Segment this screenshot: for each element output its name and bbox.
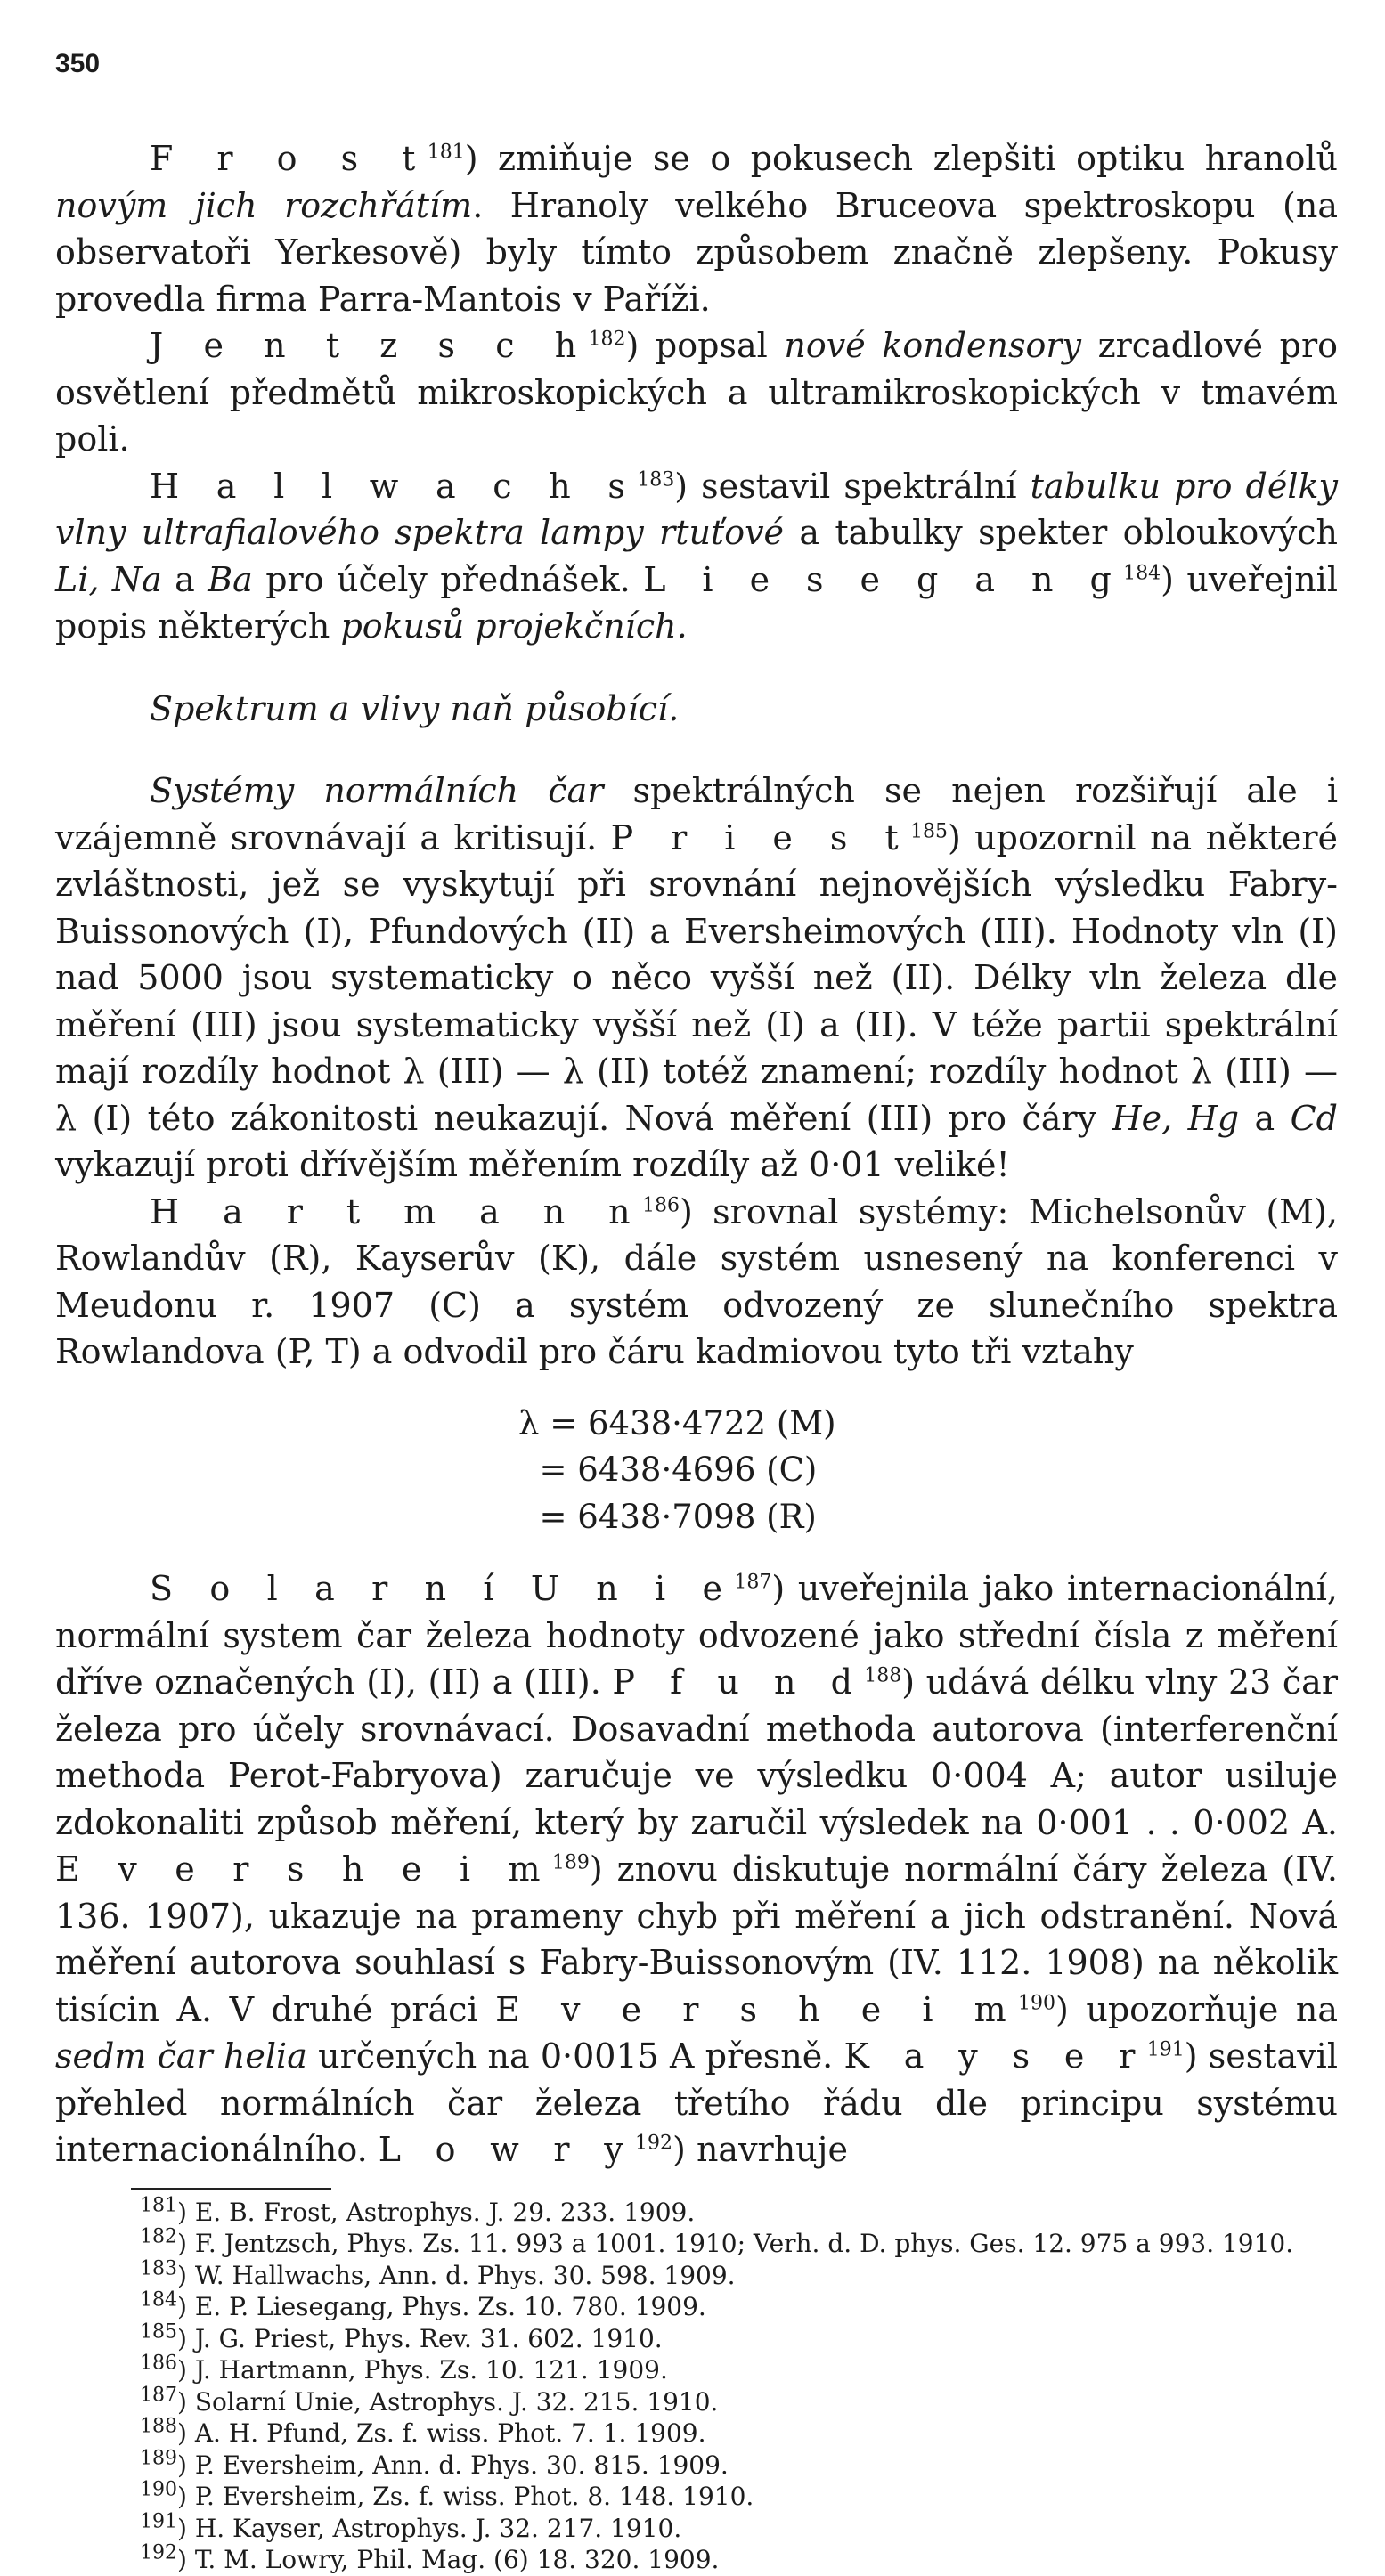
section-heading: Spektrum a vlivy naň působící. <box>150 688 680 728</box>
page-number: 350 <box>55 49 101 78</box>
footnote-number: 190 <box>140 2478 177 2501</box>
footnote <box>55 2320 1338 2355</box>
spacer <box>55 1376 1338 1401</box>
text-run: a <box>1239 1098 1291 1138</box>
text-run: ) sestavil přehled normálních čar železa třetího řádu dle principu systému internacionálního. <box>55 2036 1338 2169</box>
paragraph-hallwachs <box>55 463 1338 650</box>
paragraph-hartmann <box>55 1189 1338 1376</box>
formula-line: λ = 6438·4722 (M) <box>518 1403 836 1442</box>
footnote-number: 183 <box>140 2257 177 2280</box>
text-run: ) navrhuje <box>672 2130 848 2169</box>
author-name: F r o s t <box>150 139 428 178</box>
author-name: S o l a r n í U n i e <box>150 1569 735 1608</box>
author-name: L i e s e g a n g <box>643 559 1124 599</box>
footnote-number: 189 <box>140 2447 177 2470</box>
footnote-ref: 192 <box>635 2132 673 2155</box>
footnote <box>55 2386 1338 2418</box>
footnote-number: 184 <box>140 2288 177 2312</box>
text-run: určených na 0·0015 A přesně. <box>306 2036 844 2076</box>
footnote <box>55 2415 1338 2450</box>
text-run: ) znovu diskutuje normální čáry železa (IV. 136. 1907), ukazuje na prameny chyb při měření a jich odstranění. Nová měření autorova souhlasí s Fabry-Buissonovým (IV. 112. 1908) na několik tisícin A. V druhé práci <box>55 1849 1338 2029</box>
footnote-text: ) P. Eversheim, Ann. d. Phys. 30. 815. 1909. <box>177 2450 729 2480</box>
text-run: vykazují proti dřívějším měřením rozdíly až 0·01 veliké! <box>55 1145 1010 1184</box>
footnote-text: ) H. Kayser, Astrophys. J. 32. 217. 1910. <box>177 2513 682 2543</box>
text-run: spektrálných se nejen rozšiřují ale i vzájemně srovnávají a kritisují. <box>55 771 1338 857</box>
formula-line: = 6438·7098 (R) <box>518 1497 817 1536</box>
page <box>55 49 1338 2576</box>
footnote-ref: 188 <box>864 1664 902 1687</box>
text-run: ) uveřejnil popis některých <box>55 559 1338 646</box>
emphasis: Li, Na <box>55 559 162 599</box>
paragraph-frost <box>55 135 1338 322</box>
emphasis: nové kondensory <box>784 326 1081 365</box>
footnote-text: ) J. Hartmann, Phys. Zs. 10. 121. 1909. <box>177 2355 668 2385</box>
author-name: J e n t z s c h <box>150 326 589 365</box>
footnote-text: ) W. Hallwachs, Ann. d. Phys. 30. 598. 1909. <box>177 2260 736 2290</box>
footnotes <box>55 2194 1338 2576</box>
author-name: K a y s e r <box>843 2036 1147 2076</box>
author-name: L o w r y <box>378 2130 636 2169</box>
author-name: P f u n d <box>612 1662 865 1702</box>
text-run: ) popsal <box>625 326 785 365</box>
footnote-number: 187 <box>140 2384 177 2407</box>
footnote-number: 181 <box>140 2194 177 2217</box>
author-name: E v e r s h e i m <box>55 1849 552 1889</box>
spacer <box>55 1540 1338 1565</box>
paragraph-solar-union <box>55 1565 1338 2174</box>
footnote-number: 182 <box>140 2225 177 2248</box>
emphasis: tabulku pro délky vlny ultrafialového spektra lampy rtuťové <box>55 466 1338 552</box>
footnote <box>55 2225 1338 2260</box>
emphasis: Cd <box>1290 1098 1339 1138</box>
footnote <box>55 2257 1338 2292</box>
footnote <box>55 2478 1338 2513</box>
author-name: H a l l w a c h s <box>150 466 638 506</box>
footnote-ref: 186 <box>641 1193 680 1216</box>
footnote-ref: 183 <box>637 467 675 491</box>
footnote-number: 185 <box>140 2320 177 2344</box>
footnote-ref: 184 <box>1123 561 1161 584</box>
footnote-number: 186 <box>140 2352 177 2375</box>
footnote-number: 192 <box>140 2541 177 2564</box>
footnote-ref: 182 <box>588 328 626 351</box>
footnote-ref: 190 <box>1018 1991 1056 2014</box>
author-name: P r i e s t <box>610 817 910 857</box>
text-run: ) uveřejnila jako internacionální, normální system čar železa hodnoty odvozené jako střední čísla z měření dříve označených (I), (II) a (III). <box>55 1569 1339 1702</box>
footnote-number: 188 <box>140 2415 177 2438</box>
footnote-text: ) A. H. Pfund, Zs. f. wiss. Phot. 7. 1. 1909. <box>177 2418 706 2448</box>
text-run: zrcadlové pro osvětlení předmětů mikroskopických a ultramikroskopických v tmavém poli. <box>55 326 1339 459</box>
emphasis: He, Hg <box>1112 1098 1240 1138</box>
footnote-number: 191 <box>140 2510 177 2533</box>
text-run: ) upozornil na některé zvláštnosti, jež se vyskytují při srovnání nejnovějších výsledku Fabry-Buissonových (I), Pfundových (II) a Eversheimových (III). Hodnoty vln (I) nad 5000 jsou systematicky o něco vyšší než (II). Délky vln železa dle měření (III) jsou systematicky vyšší než (I) a (II). V téže partii spektrální mají rozdíly hodnot λ (III) — λ (II) totéž znamení; rozdíly hodnot λ (III) — λ (I) této zákonitosti neukazují. Nová měření (III) pro čáry <box>55 817 1339 1138</box>
formula-block <box>518 1401 1338 1541</box>
text-run: ) upozorňuje na <box>1055 1989 1338 2029</box>
footnote <box>55 2447 1338 2482</box>
emphasis: sedm čar helia <box>55 2036 307 2076</box>
formula-line: = 6438·4696 (C) <box>518 1451 818 1489</box>
footnote-text: ) J. G. Priest, Phys. Rev. 31. 602. 1910. <box>177 2323 663 2353</box>
paragraph-priest <box>55 768 1338 1189</box>
emphasis: novým jich rozchřátím <box>55 185 473 225</box>
text-run: ) srovnal systémy: Michelsonův (M), Rowlandův (R), Kayserův (K), dále systém usnesený na konferenci v Meudonu r. 1907 (C) a systém odvozený ze slunečního spektra Rowlandova (P, T) a odvodil pro čáru kadmiovou tyto tři vztahy <box>55 1191 1338 1371</box>
footnote-ref: 181 <box>427 141 465 164</box>
footnote <box>55 2194 1338 2229</box>
footnote-text: ) T. M. Lowry, Phil. Mag. (6) 18. 320. 1909. <box>177 2545 720 2574</box>
footnote-text: ) P. Eversheim, Zs. f. wiss. Phot. 8. 148. 1910. <box>177 2482 754 2511</box>
text-run: pro účely přednášek. <box>252 559 644 599</box>
footnote-ref: 185 <box>909 819 948 842</box>
text-run: . Hranoly velkého Bruceova spektroskopu (na observatoři Yerkesově) byly tímto způsobem značně zlepšeny. Pokusy provedla firma Parra-Mantois v Paříži. <box>55 185 1338 319</box>
footnote-text: ) Solarní Unie, Astrophys. J. 32. 215. 1910. <box>177 2386 719 2417</box>
text-run: a tabulky spekter obloukových <box>784 513 1338 552</box>
footnote <box>55 2510 1338 2545</box>
footnote <box>55 2541 1338 2576</box>
emphasis: Systémy normálních čar <box>150 771 604 810</box>
text-run: a <box>161 559 208 599</box>
footnote-ref: 191 <box>1146 2038 1185 2061</box>
footnote-text: ) E. P. Liesegang, Phys. Zs. 10. 780. 1909. <box>177 2292 706 2321</box>
emphasis: pokusů projekčních. <box>340 606 688 646</box>
footnote-divider <box>131 2188 331 2190</box>
footnote-ref: 187 <box>734 1571 772 1594</box>
paragraph-jentzsch <box>55 322 1338 463</box>
emphasis: Ba <box>208 559 253 599</box>
footnote-ref: 189 <box>551 1851 590 1874</box>
footnote-text: ) F. Jentzsch, Phys. Zs. 11. 993 a 1001. 1910; Verh. d. D. phys. Ges. 12. 975 a 993. 1910. <box>177 2229 1294 2258</box>
footnote <box>55 2288 1338 2323</box>
author-name: E v e r s h e i m <box>495 1989 1019 2029</box>
text-run: ) zmiňuje se o pokusech zlepšiti optiku hranolů <box>464 139 1338 178</box>
footnote-text: ) E. B. Frost, Astrophys. J. 29. 233. 1909. <box>177 2197 696 2227</box>
author-name: H a r t m a n n <box>150 1191 642 1231</box>
text-run: ) sestavil spektrální <box>674 466 1031 506</box>
footnote <box>55 2354 1338 2386</box>
text-run: ) udává délku vlny 23 čar železa pro účely srovnávací. Dosavadní methoda autorova (interferenční methoda Perot-Fabryova) zaručuje ve výsledku 0·004 A; autor usiluje zdokonaliti způsob měření, který by zaručil výsledek na 0·001 . . 0·002 A. <box>55 1662 1338 1842</box>
